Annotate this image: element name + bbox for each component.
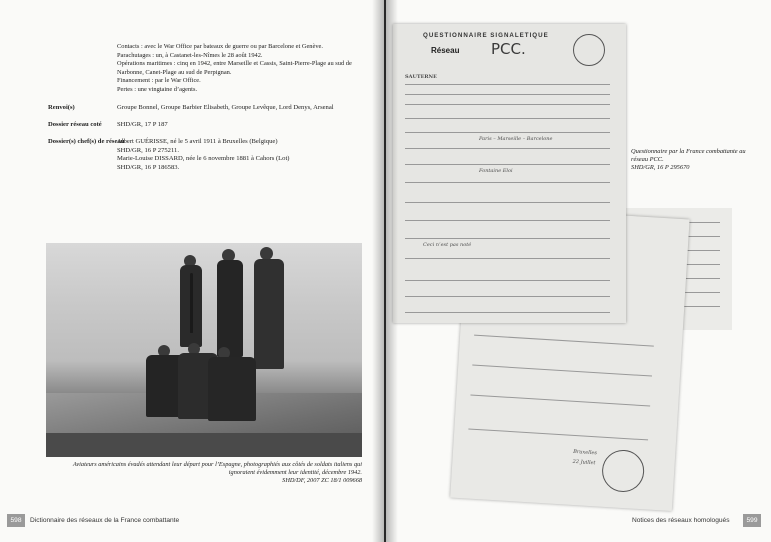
doc-line	[472, 365, 652, 377]
handwritten-date: 22 Juillet	[572, 458, 596, 467]
doc-line	[405, 94, 610, 95]
photo-figure	[208, 357, 256, 421]
doc-line	[405, 280, 610, 281]
doc-line	[405, 164, 610, 165]
handwritten-chef: Fontaine Eloi	[479, 168, 513, 174]
reseau-stamp	[573, 34, 605, 66]
intro-line-parachutages: Parachutages : un, à Castanet-les-Nîmes le 28 août 1942.	[117, 51, 263, 59]
right-page	[386, 0, 771, 542]
chef-line-3: Marie-Louise DISSARD, née le 6 novembre 1881 à Cahors (Lot)	[117, 155, 290, 163]
left-page	[0, 0, 384, 542]
page-number-right: 599	[743, 514, 761, 527]
handwritten-place: Bruxelles	[573, 448, 598, 457]
doc-line	[405, 296, 610, 297]
chef-line-4: SHD/GR, 16 P 186583.	[117, 163, 180, 171]
handwritten-name: SAUTERNE	[405, 74, 437, 80]
document-caption	[631, 148, 759, 172]
doc-line	[405, 148, 610, 149]
doc-line	[405, 182, 610, 183]
doc-line	[405, 132, 610, 133]
questionnaire-document	[393, 24, 626, 323]
intro-line-financement: Financement : par le War Office.	[117, 77, 201, 85]
running-title-left: Dictionnaire des réseaux de la France combattante	[30, 517, 180, 524]
photo-figure	[217, 260, 243, 357]
doc-line	[405, 202, 610, 203]
handwritten-route: Paris – Marseille – Barcelone	[479, 136, 553, 142]
reseau-value: PCC.	[491, 40, 526, 58]
intro-line-pertes: Pertes : une vingtaine d’agents.	[117, 85, 198, 93]
photo-caption	[50, 461, 362, 484]
dossier-cote-value: SHD/GR, 17 P 187	[117, 121, 168, 128]
intro-text	[117, 43, 375, 95]
questionnaire-title: QUESTIONNAIRE SIGNALETIQUE	[423, 32, 549, 39]
dossier-cote-label: Dossier réseau coté	[48, 121, 102, 128]
photo-figure	[254, 259, 284, 369]
renvoi-value: Groupe Bonnel, Groupe Barbier Elisabeth, Groupe Levêque, Lord Denys, Arsenal	[117, 104, 334, 111]
doc-line	[405, 84, 610, 85]
renvoi-label: Renvoi(s)	[48, 104, 75, 111]
handwritten-note: Ceci n’est pas noté	[423, 242, 472, 248]
page-number-left: 598	[7, 514, 25, 527]
doc-line	[405, 238, 610, 239]
chef-line-2: SHD/GR, 16 P 275211.	[117, 146, 179, 154]
service-stamp	[601, 449, 645, 493]
intro-line-contacts: Contacts : avec le War Office par bateaux de guerre ou par Barcelone et Genève.	[117, 43, 323, 50]
doc-line	[405, 220, 610, 221]
document-caption-ref: SHD/GR, 16 P 295670	[631, 164, 690, 171]
photo-caption-ref: SHD/DF, 2007 ZC 18/1 009668	[282, 476, 362, 484]
reseau-label: Réseau	[431, 46, 460, 55]
doc-line	[405, 104, 610, 105]
photo-ground	[46, 433, 362, 457]
dossier-chef-label: Dossier(s) chef(s) de réseau	[48, 138, 125, 145]
document-caption-text: Questionnaire par la France combattante au réseau PCC.	[631, 148, 746, 163]
doc-line	[470, 395, 650, 407]
photo-caption-text: Aviateurs américains évadés attendant leur départ pour l’Espagne, photographiés aux côtés de soldats italiens qui ignoraient évidemment leur identité, décembre 1942.	[72, 461, 362, 476]
photo-rifle	[190, 273, 193, 333]
chef-line-1: Albert GUÉRISSE, né le 5 avril 1911 à Bruxelles (Belgique)	[117, 138, 278, 145]
running-title-right: Notices des réseaux homologués	[632, 517, 730, 524]
doc-line	[405, 118, 610, 119]
intro-line-operations: Opérations maritimes : cinq en 1942, entre Marseille et Cassis, Saint-Pierre-Plage au sud de Narbonne, Canet-Plage au sud de Perpignan.	[117, 60, 352, 76]
dossier-chef-value	[117, 138, 379, 172]
doc-line	[468, 428, 648, 440]
doc-line	[405, 258, 610, 259]
doc-line	[474, 335, 654, 347]
doc-line	[405, 312, 610, 313]
aviators-photo	[46, 243, 362, 457]
